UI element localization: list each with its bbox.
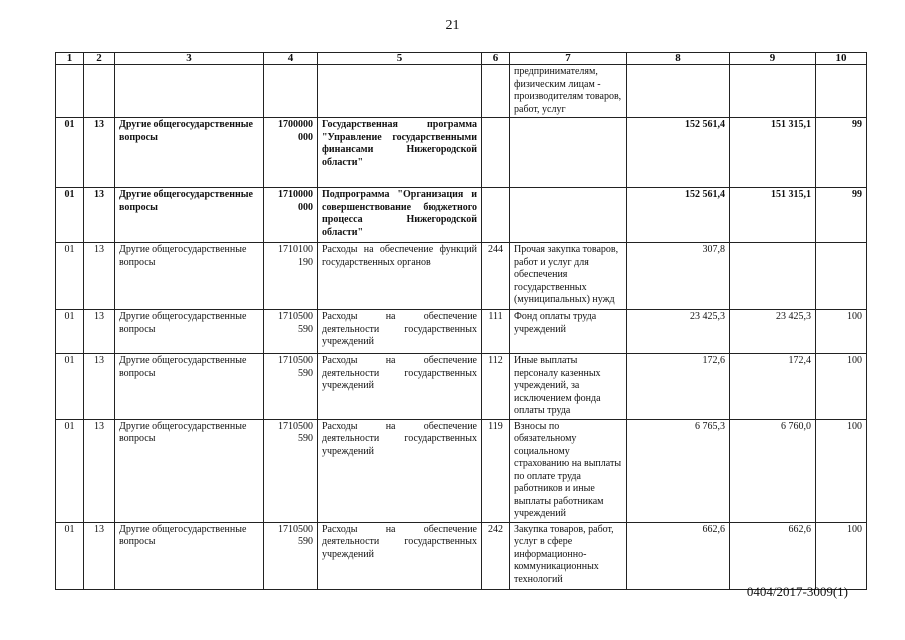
column-header-2: 2: [84, 53, 115, 65]
section-code-cell: 13: [84, 243, 115, 310]
actual-amount-cell: 23 425,3: [730, 310, 816, 354]
region-code-cell: [56, 65, 84, 118]
section-name-cell: Другие общегосударственные вопросы: [115, 118, 264, 188]
expense-name-cell: Расходы на обеспечение деятельности государственных учреждений: [318, 522, 482, 589]
expense-type-code-cell: 242: [482, 522, 510, 589]
expense-type-name-cell: предпринимателям, физическим лицам - производителям товаров, работ, услуг: [510, 65, 627, 118]
planned-amount-cell: 6 765,3: [627, 419, 730, 522]
table-row: [56, 310, 867, 354]
region-code-cell: 01: [56, 419, 84, 522]
actual-amount-cell: 6 760,0: [730, 419, 816, 522]
column-header-1: 1: [56, 53, 84, 65]
planned-amount-cell: 152 561,4: [627, 118, 730, 188]
target-code-part-2: 000: [298, 201, 313, 213]
table-row: [56, 354, 867, 420]
expense-type-name-cell: Взносы по обязательному социальному страхованию на выплаты по оплате труда работников и иные выплаты работникам учреждений: [510, 419, 627, 522]
planned-amount-cell: 172,6: [627, 354, 730, 420]
table-row: [56, 522, 867, 589]
percent-cell: 100: [816, 419, 867, 522]
percent-cell: 100: [816, 310, 867, 354]
target-code-cell: [264, 243, 318, 310]
actual-amount-cell: [730, 65, 816, 118]
target-code-cell: [264, 419, 318, 522]
target-code-part-1: 1710100: [278, 244, 313, 255]
actual-amount-cell: [730, 243, 816, 310]
expense-type-code-cell: [482, 118, 510, 188]
expense-type-code-cell: 112: [482, 354, 510, 420]
column-header-9: 9: [730, 53, 816, 65]
section-name-cell: Другие общегосударственные вопросы: [115, 188, 264, 243]
planned-amount-cell: 152 561,4: [627, 188, 730, 243]
section-name-cell: Другие общегосударственные вопросы: [115, 310, 264, 354]
expense-type-code-cell: [482, 65, 510, 118]
planned-amount-cell: 23 425,3: [627, 310, 730, 354]
expense-name-cell: [318, 65, 482, 118]
table-row: [56, 188, 867, 243]
section-name-cell: Другие общегосударственные вопросы: [115, 243, 264, 310]
target-code-part-2: 590: [298, 367, 313, 379]
planned-amount-cell: 662,6: [627, 522, 730, 589]
planned-amount-cell: [627, 65, 730, 118]
column-header-3: 3: [115, 53, 264, 65]
expense-type-code-cell: 119: [482, 419, 510, 522]
region-code-cell: 01: [56, 354, 84, 420]
percent-cell: 99: [816, 118, 867, 188]
expense-type-code-cell: 244: [482, 243, 510, 310]
table-row: [56, 419, 867, 522]
actual-amount-cell: 151 315,1: [730, 118, 816, 188]
expense-type-name-cell: [510, 188, 627, 243]
percent-cell: 100: [816, 522, 867, 589]
expense-type-code-cell: [482, 188, 510, 243]
target-code-cell: [264, 522, 318, 589]
target-code-cell: [264, 188, 318, 243]
planned-amount-cell: 307,8: [627, 243, 730, 310]
section-name-cell: [115, 65, 264, 118]
expense-name-cell: Расходы на обеспечение деятельности государственных учреждений: [318, 310, 482, 354]
region-code-cell: 01: [56, 522, 84, 589]
column-header-8: 8: [627, 53, 730, 65]
target-code-part-2: 590: [298, 536, 313, 547]
target-code-part-1: 1710500: [278, 420, 313, 432]
section-name-cell: Другие общегосударственные вопросы: [115, 354, 264, 420]
section-code-cell: 13: [84, 419, 115, 522]
region-code-cell: 01: [56, 188, 84, 243]
expense-type-name-cell: [510, 118, 627, 188]
budget-table: [55, 52, 867, 590]
expense-name-cell: Подпрограмма "Организация и совершенствование бюджетного процесса Нижегородской области": [318, 188, 482, 243]
column-header-10: 10: [816, 53, 867, 65]
header-row: [56, 53, 867, 65]
target-code-part-1: 1710000: [278, 189, 313, 200]
actual-amount-cell: 172,4: [730, 354, 816, 420]
target-code-part-2: 190: [298, 256, 313, 268]
region-code-cell: 01: [56, 118, 84, 188]
expense-name-cell: Расходы на обеспечение функций государственных органов: [318, 243, 482, 310]
percent-cell: 100: [816, 354, 867, 420]
target-code-part-2: 590: [298, 433, 313, 444]
percent-cell: [816, 65, 867, 118]
expense-type-name-cell: Прочая закупка товаров, работ и услуг для обеспечения государственных (муниципальных) нужд: [510, 243, 627, 310]
region-code-cell: 01: [56, 243, 84, 310]
target-code-cell: [264, 354, 318, 420]
column-header-6: 6: [482, 53, 510, 65]
actual-amount-cell: 662,6: [730, 522, 816, 589]
target-code-part-1: 1710500: [278, 311, 313, 322]
target-code-part-1: 1710500: [278, 523, 313, 535]
target-code-cell: [264, 118, 318, 188]
column-header-7: 7: [510, 53, 627, 65]
region-code-cell: 01: [56, 310, 84, 354]
table-row: [56, 243, 867, 310]
section-code-cell: 13: [84, 118, 115, 188]
table-row: [56, 118, 867, 188]
section-code-cell: 13: [84, 310, 115, 354]
target-code-part-2: 000: [298, 131, 313, 143]
expense-name-cell: Расходы на обеспечение деятельности государственных учреждений: [318, 419, 482, 522]
expense-type-code-cell: 111: [482, 310, 510, 354]
section-code-cell: 13: [84, 354, 115, 420]
percent-cell: [816, 243, 867, 310]
table-row: [56, 65, 867, 118]
expense-type-name-cell: Закупка товаров, работ, услуг в сфере информационно-коммуникационных технологий: [510, 522, 627, 589]
target-code-part-1: 1710500: [278, 355, 313, 366]
section-name-cell: Другие общегосударственные вопросы: [115, 522, 264, 589]
target-code-cell: [264, 65, 318, 118]
column-header-5: 5: [318, 53, 482, 65]
target-code-part-1: 1700000: [278, 119, 313, 130]
target-code-cell: [264, 310, 318, 354]
target-code-part-2: 590: [298, 323, 313, 335]
column-header-4: 4: [264, 53, 318, 65]
page-number: 21: [445, 18, 460, 33]
section-code-cell: [84, 65, 115, 118]
percent-cell: 99: [816, 188, 867, 243]
expense-type-name-cell: Иные выплаты персоналу казенных учреждений, за исключением фонда оплаты труда: [510, 354, 627, 420]
actual-amount-cell: 151 315,1: [730, 188, 816, 243]
expense-type-name-cell: Фонд оплаты труда учреждений: [510, 310, 627, 354]
section-code-cell: 13: [84, 188, 115, 243]
document-code: 0404/2017-3009(1): [746, 584, 848, 599]
section-code-cell: 13: [84, 522, 115, 589]
expense-name-cell: Расходы на обеспечение деятельности государственных учреждений: [318, 354, 482, 420]
expense-name-cell: Государственная программа "Управление государственными финансами Нижегородской области": [318, 118, 482, 188]
section-name-cell: Другие общегосударственные вопросы: [115, 419, 264, 522]
